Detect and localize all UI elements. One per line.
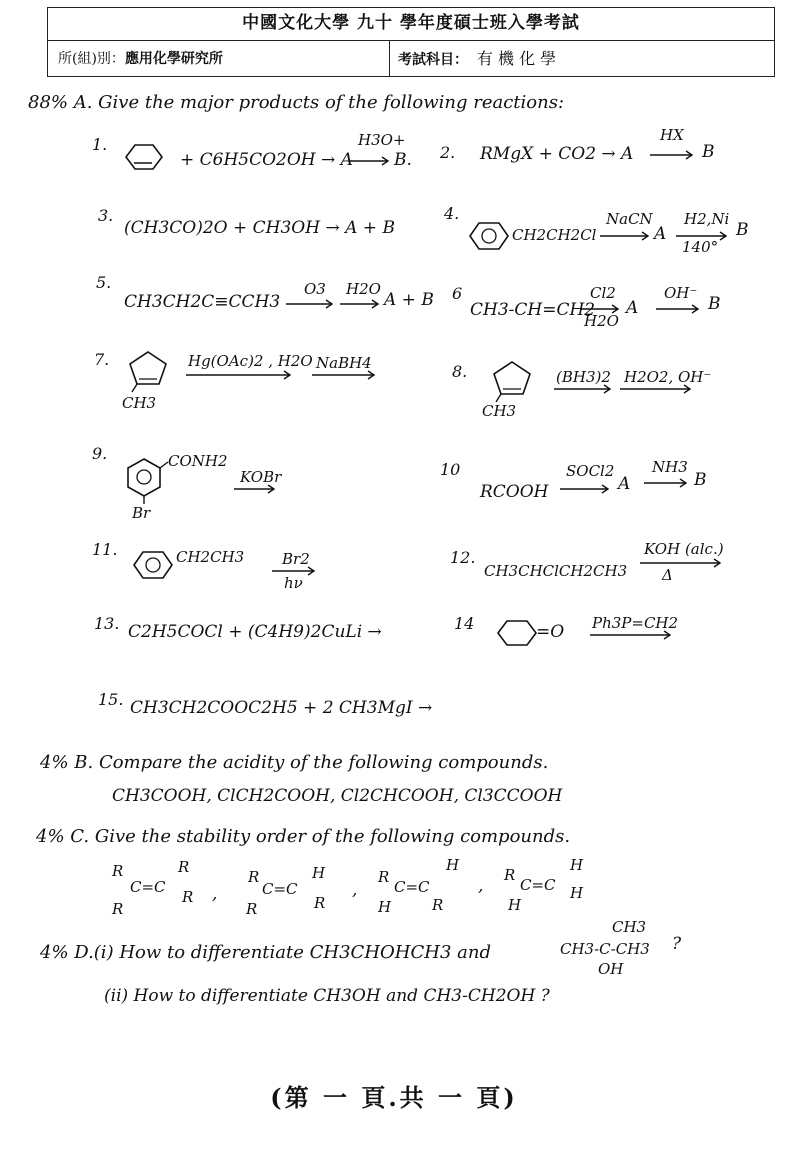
alkene-2-top-right: H xyxy=(312,864,326,882)
reaction-5-arrow-2-icon xyxy=(340,299,382,309)
reaction-9-arrow-icon xyxy=(234,484,278,494)
reaction-4-mid: A xyxy=(654,224,667,244)
alkene-3-top-right: H xyxy=(446,856,460,874)
reaction-6-mid: A xyxy=(626,298,639,318)
reaction-6-left: CH3-CH=CH2 xyxy=(470,300,596,320)
reaction-6-right: B xyxy=(708,294,721,314)
alkene-2-bottom-right: R xyxy=(314,894,326,912)
subject-cell xyxy=(398,41,556,77)
section-d-question-2: (ii) How to differentiate CH3OH and CH3-CH2OH ? xyxy=(104,986,550,1006)
section-d-bottom-group: OH xyxy=(598,960,624,978)
reaction-12-reagent: KOH (alc.) xyxy=(644,540,724,558)
alkene-3-top-left: R xyxy=(378,868,390,886)
reaction-4-left: CH2CH2Cl xyxy=(512,226,597,244)
reaction-10-arrow-2-icon xyxy=(644,478,690,488)
reaction-10-right: B xyxy=(694,470,707,490)
alkene-1-top-right: R xyxy=(178,858,190,876)
reaction-11-reagent: Br2 xyxy=(282,550,310,568)
alkene-1-core: C=C xyxy=(130,878,166,896)
reaction-6-reagent: Cl2 xyxy=(590,284,616,302)
alkene-1-bottom-right: R xyxy=(182,888,194,906)
reaction-4-arrow-1-icon xyxy=(600,231,652,241)
subject-label: 考試科目： xyxy=(398,52,468,68)
reaction-5-right: A + B xyxy=(384,290,434,310)
reaction-15-number: 15. xyxy=(98,690,124,709)
reaction-14-reagent: Ph3P=CH2 xyxy=(592,614,679,632)
alkene-2-bottom-left: R xyxy=(246,900,258,918)
alkene-3-core: C=C xyxy=(394,878,430,896)
reaction-1-number: 1. xyxy=(92,135,108,154)
section-d-tert-butanol: CH3-C-CH3 xyxy=(560,940,650,958)
reaction-7-reagent-2: NaBH4 xyxy=(316,354,372,372)
reaction-14-number: 14 xyxy=(454,614,475,633)
reaction-4-number: 4. xyxy=(444,204,460,223)
reaction-3-number: 3. xyxy=(98,206,114,225)
reaction-14-substituent: =O xyxy=(536,622,565,642)
cyclohexanone-ring-icon xyxy=(494,618,542,648)
exam-header xyxy=(47,7,775,77)
reaction-13-text: C2H5COCl + (C4H9)2CuLi → xyxy=(128,622,382,642)
reaction-4-reagent-2: H2,Ni xyxy=(684,210,730,228)
alkene-1-bottom-left: R xyxy=(112,900,124,918)
alkene-4-bottom-right: H xyxy=(570,884,584,902)
reaction-7-arrow-2-icon xyxy=(312,370,378,380)
alkene-1-top-left: R xyxy=(112,862,124,880)
department-cell xyxy=(48,41,390,77)
alkene-3-bottom-right: R xyxy=(432,896,444,914)
reaction-6-arrow-2-icon xyxy=(656,304,702,314)
reaction-12-arrow-icon xyxy=(640,558,724,568)
reaction-11-number: 11. xyxy=(92,540,118,559)
reaction-10-mid: A xyxy=(618,474,631,494)
reaction-9-reagent: KOBr xyxy=(240,468,282,486)
reaction-9-substituent-2: Br xyxy=(132,504,151,522)
reaction-5-arrow-1-icon xyxy=(286,299,336,309)
methylcyclopentene-icon xyxy=(124,348,172,390)
reaction-2-arrow-icon xyxy=(650,150,696,160)
reaction-10-arrow-1-icon xyxy=(560,484,612,494)
reaction-15-text: CH3CH2COOC2H5 + 2 CH3MgI → xyxy=(130,698,433,718)
reaction-2-right: B xyxy=(702,142,715,162)
exam-title: 中國文化大學 九十 學年度碩士班入學考試 xyxy=(48,8,774,41)
reaction-12-condition: Δ xyxy=(662,566,673,584)
reaction-5-reagent-1: O3 xyxy=(304,280,326,298)
page-footer: (第 一 頁.共 一 頁) xyxy=(270,1083,518,1112)
reaction-9-substituent-1: CONH2 xyxy=(168,452,228,470)
alkene-3-bottom-left: H xyxy=(378,898,392,916)
reaction-5-reagent-2: H2O xyxy=(346,280,381,298)
reaction-7-arrow-1-icon xyxy=(186,370,294,380)
reaction-13-number: 13. xyxy=(94,614,120,633)
ethylbenzene-ring-icon xyxy=(130,548,176,582)
reaction-9-number: 9. xyxy=(92,444,108,463)
cyclohexene-icon xyxy=(118,142,170,172)
reaction-7-number: 7. xyxy=(94,350,110,369)
section-d-question-mark: ? xyxy=(672,934,682,954)
reaction-8-arrow-2-icon xyxy=(620,384,694,394)
reaction-10-reagent-2: NH3 xyxy=(652,458,688,476)
section-b-compounds: CH3COOH, ClCH2COOH, Cl2CHCOOH, Cl3CCOOH xyxy=(112,786,563,806)
reaction-2-number: 2. xyxy=(440,143,456,162)
reaction-14-arrow-icon xyxy=(590,630,674,640)
reaction-1-left: + C6H5CO2OH → A xyxy=(180,150,353,170)
reaction-4-reagent-1: NaCN xyxy=(606,210,653,228)
reaction-8-reagent-1: (BH3)2 xyxy=(556,368,611,386)
benzene-ring-icon xyxy=(466,220,512,252)
section-d-top-group: CH3 xyxy=(612,918,647,936)
alkene-4-core: C=C xyxy=(520,876,556,894)
reaction-7-reagent-1: Hg(OAc)2 , H2O xyxy=(188,352,313,370)
bromobenzamide-ring-icon xyxy=(124,456,164,500)
section-a-heading: 88% A. Give the major products of the following reactions: xyxy=(28,92,565,113)
reaction-1-reagent: H3O+ xyxy=(358,131,406,149)
reaction-5-number: 5. xyxy=(96,273,112,292)
comma-3: , xyxy=(478,876,484,896)
alkene-2-core: C=C xyxy=(262,880,298,898)
reaction-8-number: 8. xyxy=(452,362,468,381)
reaction-1-right: B. xyxy=(394,150,412,170)
reaction-2-left: RMgX + CO2 → A xyxy=(480,144,634,164)
section-d-question-1: 4% D.(i) How to differentiate CH3CHOHCH3 and xyxy=(40,942,491,963)
alkene-4-top-right: H xyxy=(570,856,584,874)
reaction-6-solvent: H2O xyxy=(584,312,619,330)
reaction-11-condition: hν xyxy=(284,574,303,592)
section-c-heading: 4% C. Give the stability order of the following compounds. xyxy=(36,826,571,847)
section-b-heading: 4% B. Compare the acidity of the following compounds. xyxy=(40,752,549,773)
dept-value: 應用化學研究所 xyxy=(124,51,223,67)
subject-value: 有 機 化 學 xyxy=(476,49,557,68)
reaction-3-text: (CH3CO)2O + CH3OH → A + B xyxy=(124,218,395,238)
reaction-7-substituent: CH3 xyxy=(122,394,157,412)
reaction-4-condition: 140° xyxy=(682,238,719,256)
reaction-12-left: CH3CHClCH2CH3 xyxy=(484,562,628,580)
reaction-12-number: 12. xyxy=(450,548,476,567)
comma-2: , xyxy=(352,880,358,900)
reaction-6-reagent-2: OH⁻ xyxy=(664,284,698,302)
dept-label: 所(組)別： xyxy=(58,51,125,67)
reaction-11-substituent: CH2CH3 xyxy=(176,548,245,566)
reaction-10-left: RCOOH xyxy=(480,482,549,502)
reaction-5-left: CH3CH2C≡CCH3 xyxy=(124,292,281,312)
reaction-2-reagent: HX xyxy=(660,126,684,144)
reaction-6-number: 6 xyxy=(452,284,463,303)
reaction-10-number: 10 xyxy=(440,460,461,479)
reaction-8-arrow-1-icon xyxy=(554,384,614,394)
alkene-4-bottom-left: H xyxy=(508,896,522,914)
reaction-8-reagent-2: H2O2, OH⁻ xyxy=(624,368,712,386)
reaction-10-reagent-1: SOCl2 xyxy=(566,462,615,480)
methylcyclopentene-icon-2 xyxy=(488,358,536,400)
comma-1: , xyxy=(212,884,218,904)
reaction-4-right: B xyxy=(736,220,749,240)
alkene-4-top-left: R xyxy=(504,866,516,884)
reaction-8-substituent: CH3 xyxy=(482,402,517,420)
alkene-2-top-left: R xyxy=(248,868,260,886)
reaction-1-arrow-icon xyxy=(350,156,392,166)
